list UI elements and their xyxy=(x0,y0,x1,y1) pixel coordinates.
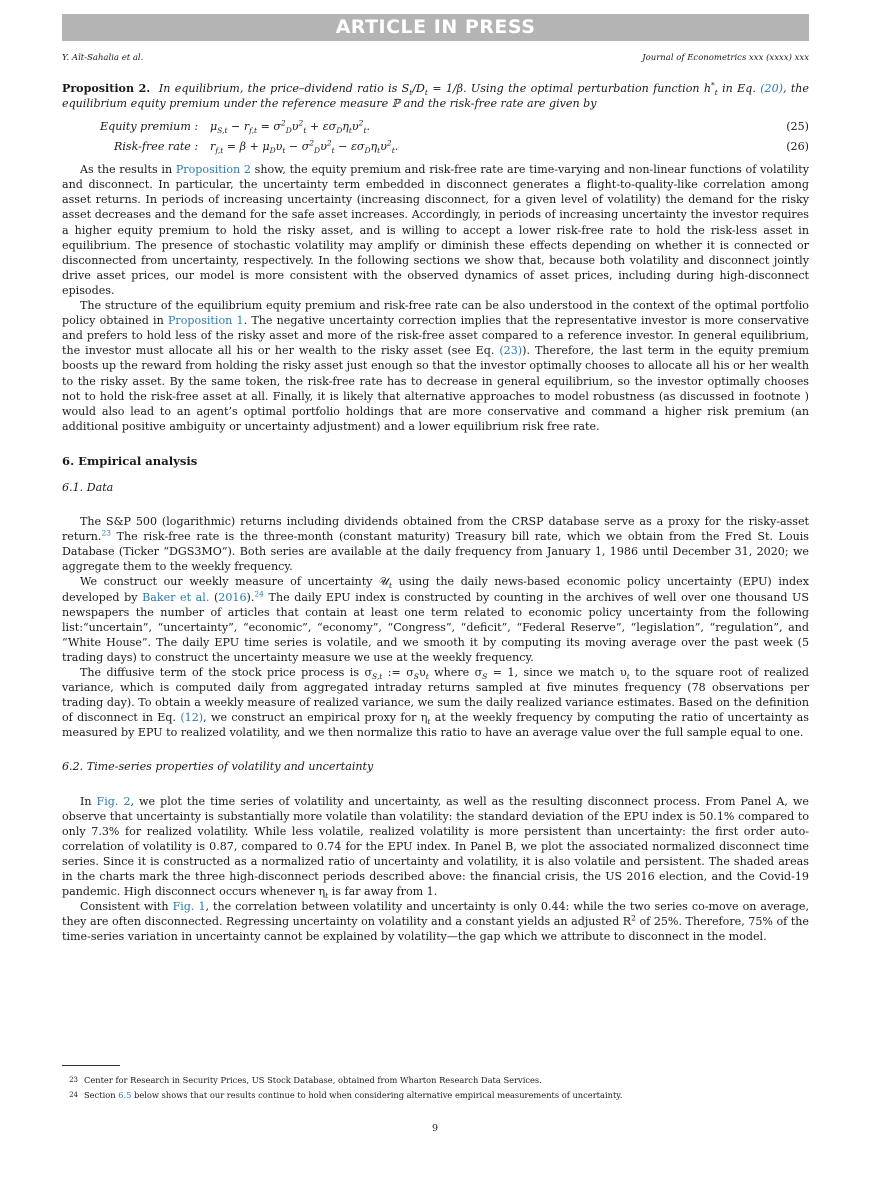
prop-text-c: equilibrium equity premium under the reference measure ℙ and the risk-free rate are given by xyxy=(62,97,597,111)
proposition-2: Proposition 2. In equilibrium, the price–dividend ratio is $S_t/D_t = 1/\beta$. Using the optimal perturbation function $h^*_t$ in Eq. (20), the equilibrium equity premium under the reference measure ℙ and the risk-free rate are given by xyxy=(62,80,809,111)
authors: Y. Aït-Sahalia et al. xyxy=(62,53,144,63)
proposition-2-link[interactable]: Proposition 2 xyxy=(175,163,251,177)
journal-name: Journal of Econometrics xxx (xxxx) xxx xyxy=(642,53,809,63)
proposition-label: Proposition 2. xyxy=(62,82,151,95)
equation-label: Equity premium : xyxy=(100,120,199,134)
eq-12-link[interactable]: (12) xyxy=(180,711,204,725)
equation-math: $r_{f,t} = \beta + \mu_D\upsilon_t - \sigma^2_D\upsilon^2_t - \varepsilon\sigma_D\eta_t\upsilon^2_t$. xyxy=(210,138,399,156)
baker-year-link[interactable]: 2016 xyxy=(218,590,247,604)
footnote-24 xyxy=(62,1088,809,1103)
prop-text-b: . Using the optimal perturbation function h xyxy=(463,82,712,95)
baker-citation-link[interactable]: Baker et al. xyxy=(142,590,210,604)
footnote-number: 24 xyxy=(69,1091,78,1099)
equation-number: (26) xyxy=(786,140,809,154)
page-number: 9 xyxy=(431,1123,439,1134)
fig-2-link[interactable]: Fig. 2 xyxy=(96,794,131,808)
proposition-1-link[interactable]: Proposition 1 xyxy=(167,314,244,328)
subsection-heading: 6.2. Time-series properties of volatility and uncertainty xyxy=(62,760,374,774)
footnote-ref-24[interactable]: 24 xyxy=(254,588,264,598)
footnote-number: 23 xyxy=(69,1076,78,1084)
footnote-text: Center for Research in Security Prices, US Stock Database, obtained from Wharton Research Data Services. xyxy=(84,1075,542,1085)
paragraph: The structure of the equilibrium equity premium and risk-free rate can be also understood in the context of the optimal portfolio policy obtained in Proposition 1. The negative uncertainty correction implies that the representative investor is more conservative and prefers to hold less of the risky asset and more of the risk-free asset compared to a reference investor. In general equilibrium, the investor must allocate all his or her wealth to the risky asset (see Eq. (23)). Therefore, the last term in the equity premium boosts up the reward from holding the risky asset just enough so that the investor optimally chooses to allocate all his or her wealth to the risky asset. By the same token, the risk-free rate has to decrease in general equilibrium, so the investor optimally chooses not to hold the risk-free asset at all. Finally, it is likely that alternative approaches to model robustness (as discussed in footnote ) would also lead to an agent’s optimal portfolio holdings that are more conservative and command a higher risk premium (an additional positive ambiguity or uncertainty adjustment) and a lower equilibrium risk free rate. xyxy=(62,299,810,433)
running-header xyxy=(62,53,809,63)
footnotes xyxy=(62,1073,809,1103)
subsection-heading: 6.1. Data xyxy=(62,480,114,494)
equation-26 xyxy=(62,137,809,157)
section-6-5-link[interactable]: 6.5 xyxy=(118,1090,132,1100)
equation-math: $\mu_{S,t} - r_{f,t} = \sigma^2_D\upsilon^2_t + \varepsilon\sigma_D\eta_t\upsilon^2_t$. xyxy=(210,118,370,136)
paragraph: The S&P 500 (logarithmic) returns including dividends obtained from the CRSP database serve as a proxy for the risky-asset return.$^{23}$ The risk-free rate is the three-month (constant maturity) Treasury bill rate, which we obtain from the Fred St. Louis Database (Ticker “DGS3MO”). Both series are available at the daily frequency from January 1, 1986 until December 31, 2020; we aggregate them to the weekly frequency. xyxy=(62,515,809,574)
footnote-text: Section 6.5 below shows that our results continue to hold when considering alternative empirical measurements of uncertainty. xyxy=(84,1090,623,1100)
article-in-press-banner: ARTICLE IN PRESS xyxy=(62,14,809,41)
eq-23-link[interactable]: (23) xyxy=(499,344,523,358)
footnote-23 xyxy=(62,1073,809,1088)
equation-number: (25) xyxy=(786,120,809,134)
body-text xyxy=(62,81,809,945)
equation-label: Risk-free rate : xyxy=(114,140,199,154)
paragraph: The diffusive term of the stock price process is $\sigma_{S,t}$ := $\sigma_S\upsilon_t$ where $\sigma_S = 1$, since we match $\upsilon_t$ to the square root of realized variance, which is computed daily from aggregated intraday returns sampled at five minutes frequency (78 observations per trading day). To obtain a weekly measure of realized variance, we sum the daily realized variance estimates. Based on the definition of disconnect in Eq. (12), we construct an empirical proxy for $\eta_t$ at the weekly frequency by computing the ratio of uncertainty as measured by EPU to realized volatility, and we then normalize this ratio to have an average value over the full sample equal to one. xyxy=(62,666,809,740)
paragraph: We construct our weekly measure of uncertainty 𝒰$_t$ using the daily news-based economic policy uncertainty (EPU) index developed by Baker et al. (2016).$^{24}$ The daily EPU index is constructed by counting in the archives of well over one thousand US newspapers the number of articles that contain at least one term related to economic policy uncertainty from the following list:“uncertain”, “uncertainty”, “economic”, “economy”, “Congress”, “deficit”, “Federal Reserve”, “legislation”, “regulation”, and “White House”. The daily EPU time series is volatile, and we smooth it by computing its moving average over the past week (5 trading days) to construct the uncertainty measure we use at the weekly frequency. xyxy=(62,575,810,664)
prop-text-a: In equilibrium, the price–dividend ratio is S xyxy=(158,82,410,95)
eq-20-link[interactable]: (20) xyxy=(760,82,783,95)
footnote-rule xyxy=(62,1065,120,1066)
paragraph: Consistent with Fig. 1, the correlation between volatility and uncertainty is only 0.44: while the two series co-move on average, they are often disconnected. Regressing uncertainty on volatility and a constant yields an adjusted $R^2$ of 25%. Therefore, 75% of the time-series variation in uncertainty cannot be explained by volatility—the gap which we attribute to disconnect in the model. xyxy=(62,900,809,944)
paragraph: In Fig. 2, we plot the time series of volatility and uncertainty, as well as the resulting disconnect process. From Panel A, we observe that uncertainty is substantially more volatile than volatility: the standard deviation of the EPU index is 50.1% compared to only 7.3% for realized volatility. While less volatile, realized volatility is more persistent than uncertainty: the first order auto-correlation of volatility is 0.87, compared to 0.74 for the EPU index. In Panel B, we plot the associated normalized disconnect time series. Since it is constructed as a normalized ratio of uncertainty and volatility, it is also volatile and persistent. The shaded areas in the charts mark the three high-disconnect periods described above: the financial crisis, the US 2016 election, and the Covid-19 pandemic. High disconnect occurs whenever $\eta_t$ is far away from 1. xyxy=(62,794,809,901)
fig-1-link[interactable]: Fig. 1 xyxy=(172,900,206,914)
equation-25 xyxy=(62,117,809,137)
footnote-ref-23[interactable]: 23 xyxy=(101,528,111,538)
section-heading: 6. Empirical analysis xyxy=(62,453,198,468)
paragraph: As the results in Proposition 2 show, the equity premium and risk-free rate are time-varying and non-linear functions of volatility and disconnect. In particular, the uncertainty term embedded in disconnect generates a flight-to-quality-like correlation among asset returns. In periods of increasing uncertainty (increasing disconnect, for a given level of volatility) the demand for the risky asset decreases and the demand for the safe asset increases. Accordingly, in periods of increasing uncertainty the investor requires a higher equity premium to hold the risky asset, and is willing to accept a lower risk-free rate to hold the risk-less asset in equilibrium. The presence of stochastic volatility may amplify or diminish these effects depending on whether it is connected or disconnected from uncertainty, respectively. In the following sections we show that, because both volatility and disconnect jointly drive asset prices, our model is more consistent with the observed dynamics of asset prices, including during high-disconnect episodes. xyxy=(62,163,809,297)
